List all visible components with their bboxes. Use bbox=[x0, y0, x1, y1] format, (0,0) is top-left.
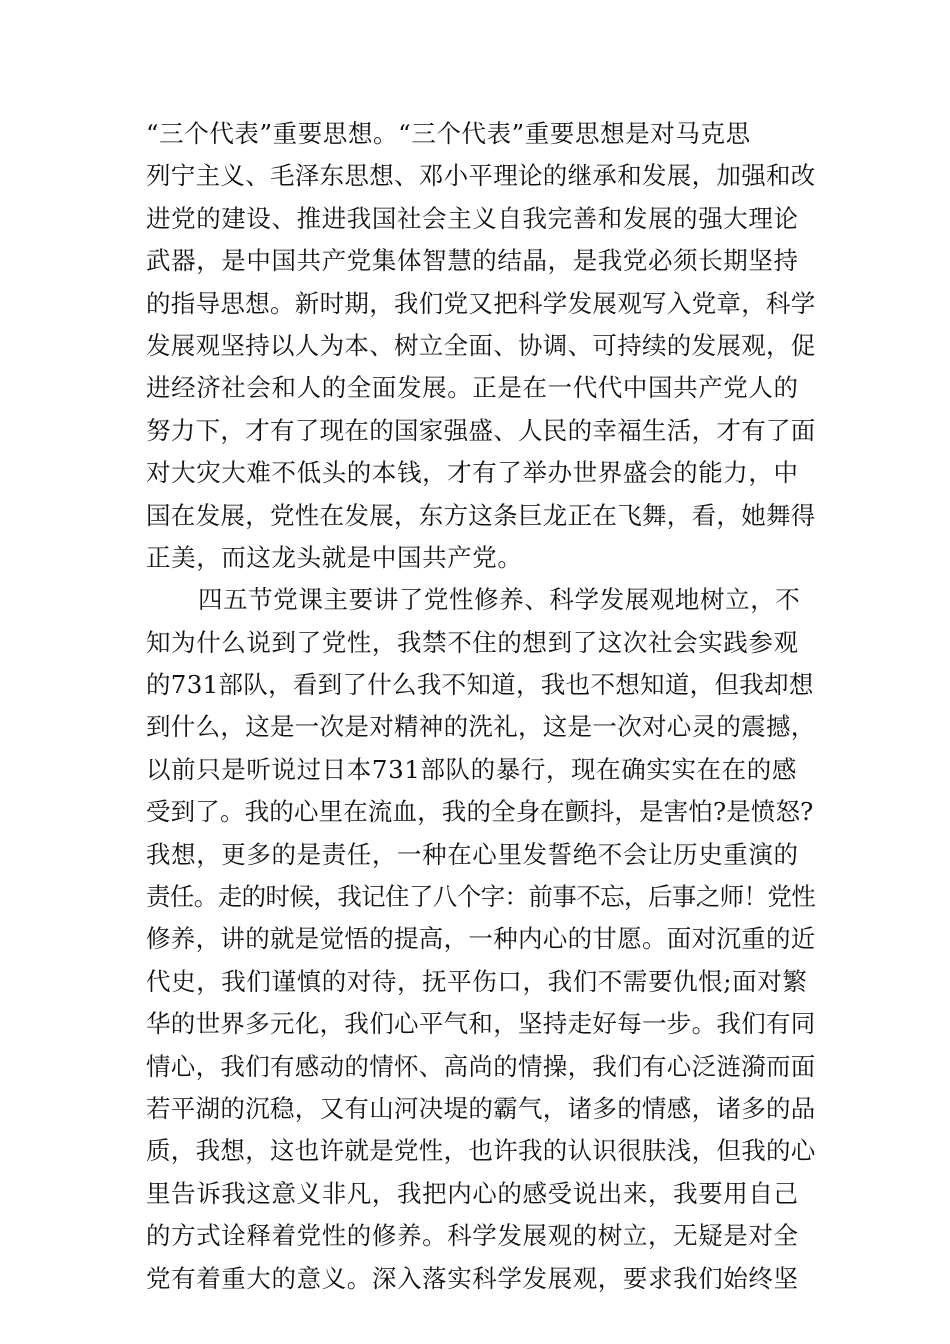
text-line: 我想，更多的是责任，一种在心里发誓绝不会让历史重演的 bbox=[146, 839, 799, 869]
text-line: 里告诉我这意义非凡，我把内心的感受说出来，我要用自己 bbox=[146, 1178, 799, 1208]
text-line: 知为什么说到了党性，我禁不住的想到了这次社会实践参观 bbox=[146, 627, 799, 657]
text-line: 质，我想，这也许就是党性，也许我的认识很肤浅，但我的心 bbox=[146, 1136, 816, 1166]
text-line: 到什么，这是一次是对精神的洗礼，这是一次对心灵的震撼， bbox=[146, 712, 816, 742]
text-line: 发展观坚持以人为本、树立全面、协调、可持续的发展观，促 bbox=[146, 330, 816, 360]
text-line: 列宁主义、毛泽东思想、邓小平理论的继承和发展，加强和改 bbox=[146, 161, 816, 191]
text-line: 进经济社会和人的全面发展。正是在一代代中国共产党人的 bbox=[146, 373, 799, 403]
text-line: 修养，讲的就是觉悟的提高，一种内心的甘愿。面对沉重的近 bbox=[146, 924, 816, 954]
text-line: 的方式诠释着党性的修养。科学发展观的树立，无疑是对全 bbox=[146, 1221, 799, 1251]
body-text bbox=[146, 113, 816, 1300]
text-line: 情心，我们有感动的情怀、高尚的情操，我们有心泛涟漪而面 bbox=[146, 1051, 816, 1081]
text-line: 党有着重大的意义。深入落实科学发展观，要求我们始终坚 bbox=[146, 1263, 799, 1293]
text-line: “三个代表”重要思想。“三个代表”重要思想是对马克思 bbox=[146, 119, 751, 148]
text-line: 国在发展，党性在发展，东方这条巨龙正在飞舞，看，她舞得 bbox=[146, 500, 816, 530]
paragraph-first-line: 四五节党课主要讲了党性修养、科学发展观地树立，不 bbox=[198, 585, 801, 615]
text-line: 进党的建设、推进我国社会主义自我完善和发展的强大理论 bbox=[146, 203, 799, 233]
text-line: 正美，而这龙头就是中国共产党。 bbox=[146, 542, 523, 572]
text-line: 华的世界多元化，我们心平气和，坚持走好每一步。我们有同 bbox=[146, 1009, 816, 1039]
text-line: 若平湖的沉稳，又有山河决堤的霸气，诸多的情感，诸多的品 bbox=[146, 1093, 816, 1123]
text-line: 责任。走的时候，我记住了八个字：前事不忘，后事之师！党性 bbox=[146, 882, 816, 912]
text-line: 以前只是听说过日本731部队的暴行，现在确实实在在的感 bbox=[146, 754, 797, 784]
text-line: 代史，我们谨慎的对待，抚平伤口，我们不需要仇恨;面对繁 bbox=[146, 966, 808, 996]
text-line: 武器，是中国共产党集体智慧的结晶，是我党必须长期坚持 bbox=[146, 246, 799, 276]
text-line: 受到了。我的心里在流血，我的全身在颤抖，是害怕?是愤怒? bbox=[146, 797, 814, 827]
text-line: 对大灾大难不低头的本钱，才有了举办世界盛会的能力，中 bbox=[146, 458, 799, 488]
text-line: 的731部队，看到了什么我不知道，我也不想知道，但我却想 bbox=[146, 670, 814, 700]
text-line: 的指导思想。新时期，我们党又把科学发展观写入党章，科学 bbox=[146, 288, 816, 318]
text-line: 努力下，才有了现在的国家强盛、人民的幸福生活，才有了面 bbox=[146, 415, 816, 445]
